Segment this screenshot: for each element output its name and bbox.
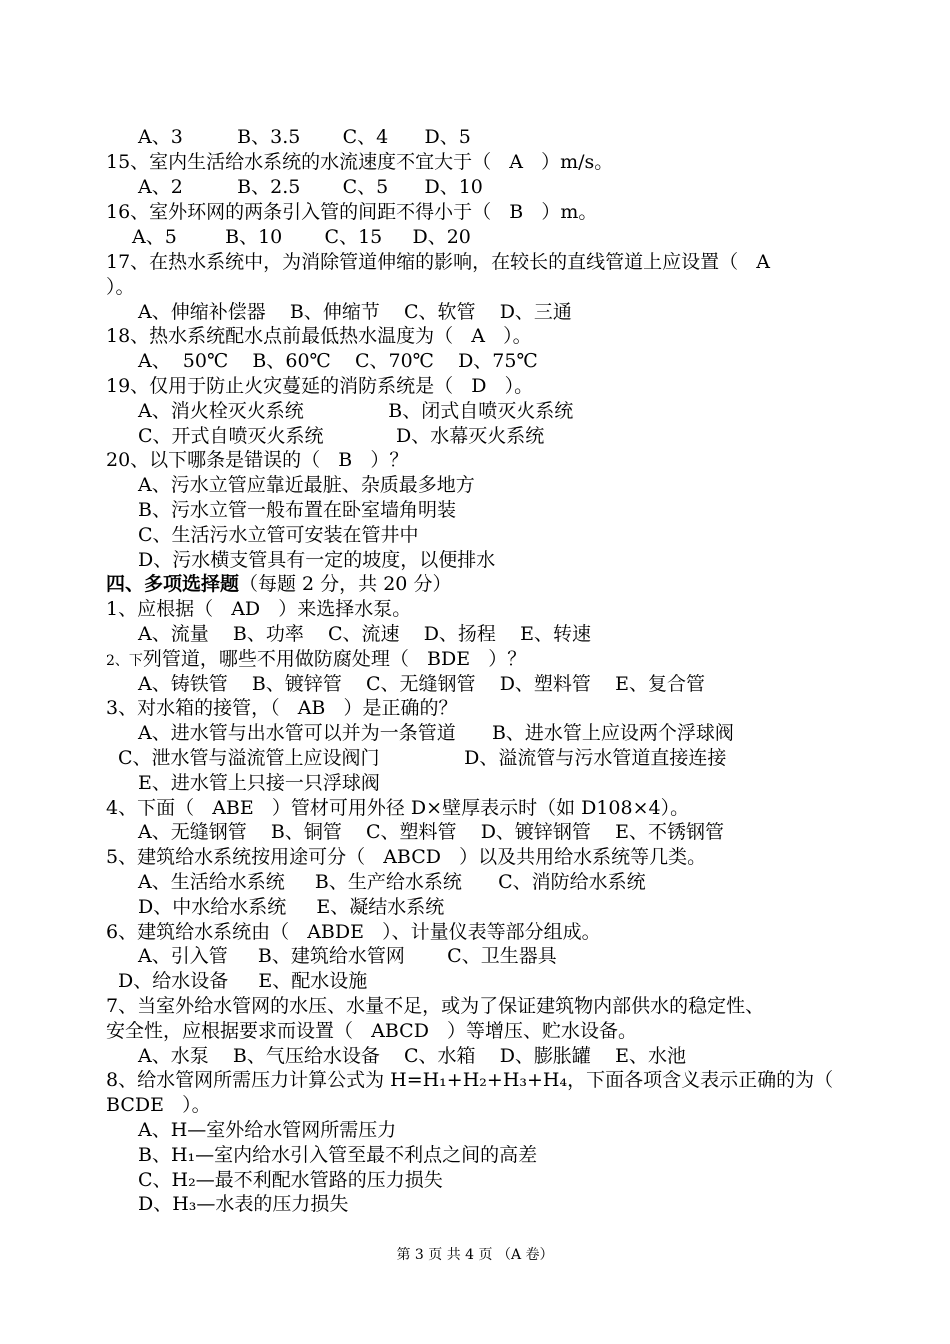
q16-stem: 16、室外环网的两条引入管的间距不得小于（ B ）m。 bbox=[106, 201, 598, 223]
mq5-stem: 5、建筑给水系统按用途可分（ ABCD ）以及共用给水系统等几类。 bbox=[106, 846, 707, 868]
q18-options: A、 50℃ B、60℃ C、70℃ D、75℃ bbox=[138, 350, 538, 372]
q18-stem: 18、热水系统配水点前最低热水温度为（ A ）。 bbox=[106, 325, 532, 347]
mq7-stem: 7、当室外给水管网的水压、水量不足，或为了保证建筑物内部供水的稳定性、 bbox=[106, 995, 765, 1017]
mq8-option-b: B、H₁—室内给水引入管至最不利点之间的高差 bbox=[138, 1144, 538, 1166]
mq2-text: 列管道，哪些不用做防腐处理（ BDE ）？ bbox=[142, 648, 527, 670]
q20-option-b: B、污水立管一般布置在卧室墙角明装 bbox=[138, 499, 456, 521]
mq7-stem-cont: 安全性，应根据要求而设置（ ABCD ）等增压、贮水设备。 bbox=[106, 1020, 638, 1042]
mq6-options-de: D、给水设备 E、配水设施 bbox=[118, 970, 368, 992]
q19-options-cd: C、开式自喷灭火系统 D、水幕灭火系统 bbox=[138, 425, 545, 447]
mq3-stem: 3、对水箱的接管，（ AB ）是正确的？ bbox=[106, 697, 458, 719]
mq4-stem: 4、下面（ ABE ）管材可用外径 D×壁厚表示时（如 D108×4）。 bbox=[106, 797, 690, 819]
page-footer: 第 3 页 共 4 页 （A 卷） bbox=[396, 1247, 554, 1263]
mq3-option-e: E、进水管上只接一只浮球阀 bbox=[138, 772, 380, 794]
mq1-stem: 1、应根据（ AD ）来选择水泵。 bbox=[106, 598, 412, 620]
q20-option-a: A、污水立管应靠近最脏、杂质最多地方 bbox=[138, 474, 475, 496]
q17-stem: 17、在热水系统中，为消除管道伸缩的影响，在较长的直线管道上应设置（ A bbox=[106, 251, 771, 273]
mq8-option-a: A、H—室外给水管网所需压力 bbox=[138, 1119, 397, 1141]
mq5-options-abc: A、生活给水系统 B、生产给水系统 C、消防给水系统 bbox=[138, 871, 646, 893]
q15-options: A、2 B、2.5 C、5 D、10 bbox=[138, 176, 483, 198]
mq6-stem: 6、建筑给水系统由（ ABDE ）、计量仪表等部分组成。 bbox=[106, 921, 601, 943]
q20-option-c: C、生活污水立管可安装在管井中 bbox=[138, 524, 419, 546]
q20-option-d: D、污水横支管具有一定的坡度，以便排水 bbox=[138, 549, 496, 571]
section-heading bbox=[106, 572, 451, 596]
mq8-stem: 8、给水管网所需压力计算公式为 H=H₁+H₂+H₃+H₄，下面各项含义表示正确的为（ bbox=[106, 1069, 834, 1091]
mq4-options: A、无缝钢管 B、铜管 C、塑料管 D、镀锌钢管 E、不锈钢管 bbox=[138, 821, 724, 843]
mq3-options-cd: C、泄水管与溢流管上应设阀门 D、溢流管与污水管道直接连接 bbox=[118, 747, 727, 769]
q15-stem: 15、室内生活给水系统的水流速度不宜大于（ A ）m/s。 bbox=[106, 151, 614, 173]
mq3-options-ab: A、进水管与出水管可以并为一条管道 B、进水管上应设两个浮球阀 bbox=[138, 722, 734, 744]
q19-options-ab: A、消火栓灭火系统 B、闭式自喷灭火系统 bbox=[138, 400, 574, 422]
mq6-options-abc: A、引入管 B、建筑给水管网 C、卫生器具 bbox=[138, 945, 557, 967]
q17-options: A、伸缩补偿器 B、伸缩节 C、软管 D、三通 bbox=[138, 301, 572, 323]
section-title: 四、多项选择题 bbox=[106, 573, 240, 595]
mq2-stem bbox=[106, 647, 526, 673]
q19-stem: 19、仅用于防止火灾蔓延的消防系统是（ D ）。 bbox=[106, 375, 534, 397]
mq2-number: 2、下 bbox=[106, 653, 143, 669]
mq7-options: A、水泵 B、气压给水设备 C、水箱 D、膨胀罐 E、水池 bbox=[138, 1045, 686, 1067]
q14-options: A、3 B、3.5 C、4 D、5 bbox=[138, 126, 471, 148]
q17-stem-cont: ）。 bbox=[106, 276, 135, 298]
mq8-option-c: C、H₂—最不利配水管路的压力损失 bbox=[138, 1169, 443, 1191]
mq5-options-de: D、中水给水系统 E、凝结水系统 bbox=[138, 896, 445, 918]
q20-stem: 20、以下哪条是错误的（ B ）？ bbox=[106, 449, 409, 471]
mq2-options: A、铸铁管 B、镀锌管 C、无缝钢管 D、塑料管 E、复合管 bbox=[138, 673, 705, 695]
mq8-option-d: D、H₃—水表的压力损失 bbox=[138, 1193, 349, 1215]
section-scoring: （每题 2 分，共 20 分） bbox=[239, 573, 452, 595]
q16-options: A、5 B、10 C、15 D、20 bbox=[132, 226, 471, 248]
mq8-stem-cont: BCDE ）。 bbox=[106, 1094, 211, 1116]
mq1-options: A、流量 B、功率 C、流速 D、扬程 E、转速 bbox=[138, 623, 591, 645]
